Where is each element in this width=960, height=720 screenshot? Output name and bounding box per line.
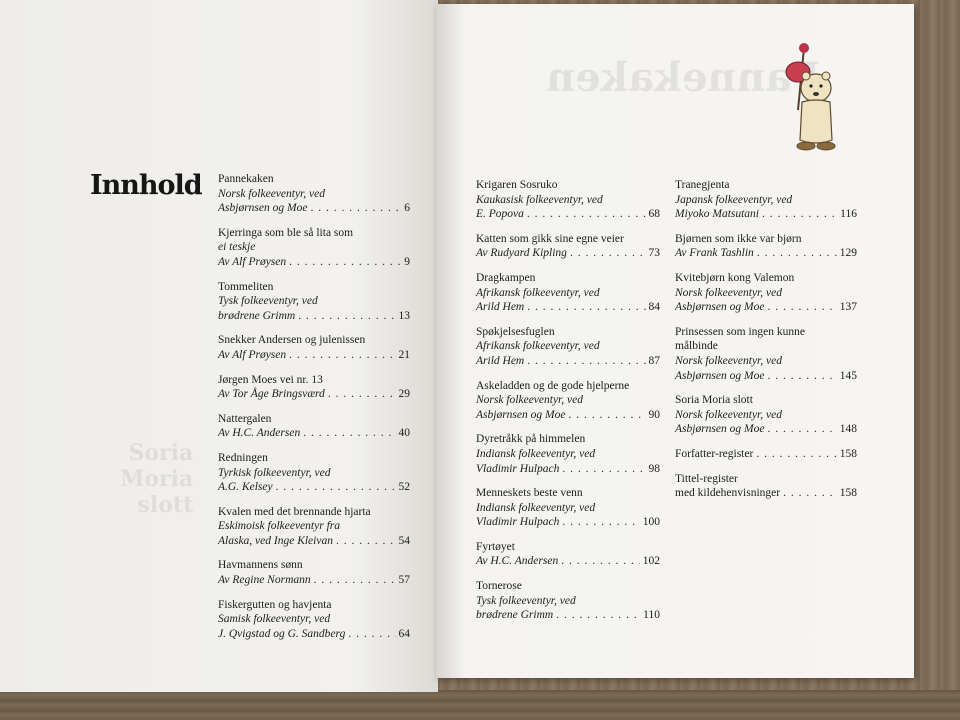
page-number: 102 xyxy=(642,555,660,568)
dot-leader xyxy=(767,300,836,315)
dot-leader xyxy=(289,348,395,363)
entry-author: Arild Hem xyxy=(476,301,525,314)
dot-leader xyxy=(561,554,640,569)
toc-entry xyxy=(675,178,857,222)
entry-title: Soria Moria slott xyxy=(675,394,753,407)
entry-author: Miyoko Matsutani xyxy=(675,208,759,221)
toc-entry xyxy=(476,579,660,623)
entry-title: Snekker Andersen og julenissen xyxy=(218,334,366,347)
entry-title: Menneskets beste venn xyxy=(476,487,583,500)
page-number: 52 xyxy=(398,481,410,494)
page-number: 145 xyxy=(839,369,857,382)
entry-author: Vladimir Hulpach xyxy=(476,516,560,529)
entry-author: Forfatter-register xyxy=(675,447,754,460)
toc-entry xyxy=(675,271,857,315)
dot-leader xyxy=(568,408,645,423)
entry-author: Av Regine Normann xyxy=(218,574,311,587)
toc-entry xyxy=(476,271,660,315)
page-number: 9 xyxy=(404,255,410,268)
entry-title: Bjørnen som ikke var bjørn xyxy=(675,232,802,245)
entry-author-line xyxy=(218,255,410,270)
page-number: 158 xyxy=(839,487,857,500)
entry-author: E. Popova xyxy=(476,208,524,221)
entry-author-line xyxy=(218,627,410,642)
dot-leader xyxy=(276,480,396,495)
entry-source: Tysk folkeeventyr, ved xyxy=(476,594,576,607)
page-number: 116 xyxy=(840,208,857,221)
entry-title: Kjerringa som ble så lita som xyxy=(218,226,354,239)
dot-leader xyxy=(767,422,836,437)
entry-title: Fiskergutten og havjenta xyxy=(218,598,332,611)
entry-author-line xyxy=(476,554,660,569)
entry-source: Tyrkisk folkeeventyr, ved xyxy=(218,466,331,479)
page-number: 13 xyxy=(398,309,410,322)
toc-entry xyxy=(675,232,857,261)
entry-title: Dyretråkk på himmelen xyxy=(476,433,586,446)
page-number: 87 xyxy=(648,354,660,367)
dot-leader xyxy=(336,534,396,549)
dot-leader xyxy=(527,354,645,369)
dot-leader xyxy=(756,447,836,462)
entry-title: Pannekaken xyxy=(218,173,274,185)
entry-author: Av H.C. Andersen xyxy=(218,427,301,440)
toc-entry xyxy=(476,379,660,423)
entry-author-line xyxy=(476,207,660,222)
toc-entry xyxy=(675,472,857,501)
entry-author-line xyxy=(675,207,857,222)
entry-author-line xyxy=(476,515,660,530)
toc-entry xyxy=(218,451,410,495)
entry-title: Katten som gikk sine egne veier xyxy=(476,232,624,245)
contents-heading: Innhold xyxy=(90,170,202,201)
page-number: 73 xyxy=(648,247,660,260)
entry-title: Spøkjelsesfuglen xyxy=(476,325,555,338)
entry-author: Av Alf Prøysen xyxy=(218,348,287,361)
entry-author-line xyxy=(476,246,660,261)
entry-title: Dragkampen xyxy=(476,271,536,284)
entry-source: Norsk folkeeventyr, ved xyxy=(675,286,782,299)
dot-leader xyxy=(562,462,645,477)
show-through-text-left xyxy=(120,440,193,518)
entry-source: Norsk folkeeventyr, ved xyxy=(218,187,325,200)
toc-entry xyxy=(476,432,660,476)
dot-leader xyxy=(298,309,395,324)
entry-author: Asbjørnsen og Moe xyxy=(675,301,765,314)
entry-title: Tittel-register xyxy=(675,472,738,485)
entry-author: Av Tor Åge Bringsværd xyxy=(218,388,325,401)
toc-entry xyxy=(675,447,857,462)
toc-entry xyxy=(476,540,660,569)
entry-source: Samisk folkeeventyr, ved xyxy=(218,613,331,626)
entry-author-line xyxy=(675,422,857,437)
entry-source: Indiansk folkeeventyr, ved xyxy=(476,447,596,460)
page-number: 158 xyxy=(839,447,857,460)
toc-entry xyxy=(675,325,857,383)
entry-author: Alaska, ved Inge Kleivan xyxy=(218,534,333,547)
entry-author-line xyxy=(675,447,857,462)
entry-author-line xyxy=(218,387,410,402)
page-number: 40 xyxy=(398,427,410,440)
entry-author-line xyxy=(476,608,660,623)
entry-author-line xyxy=(476,300,660,315)
show-through-title: Pannekaken xyxy=(546,54,821,101)
entry-source: Eskimoisk folkeeventyr fra xyxy=(218,520,340,533)
entry-author-line xyxy=(218,348,410,363)
toc-entry xyxy=(218,598,410,642)
entry-source: målbinde xyxy=(675,340,718,353)
entry-title: Kvalen med det brennande hjarta xyxy=(218,505,371,518)
entry-author-line xyxy=(218,426,410,441)
page-number: 68 xyxy=(648,208,660,221)
bear-illustration xyxy=(782,40,842,156)
ghost-line: Moria xyxy=(120,466,194,492)
toc-entry xyxy=(218,226,410,270)
dot-leader xyxy=(562,515,639,530)
entry-title: Fyrtøyet xyxy=(476,540,515,553)
entry-title: Tornerose xyxy=(476,580,522,593)
entry-author: Av H.C. Andersen xyxy=(476,555,559,568)
entry-title: Askeladden og de gode hjelperne xyxy=(476,379,630,392)
dot-leader xyxy=(783,486,837,501)
toc-entry xyxy=(218,373,410,402)
toc-entry xyxy=(218,558,410,587)
table-edge xyxy=(0,690,960,720)
entry-author-line xyxy=(218,201,410,216)
entry-title: Tommeliten xyxy=(218,280,274,293)
entry-source: Tysk folkeeventyr, ved xyxy=(218,295,318,308)
page-number: 57 xyxy=(398,574,410,587)
entry-author-line xyxy=(675,246,857,261)
entry-source: Kaukasisk folkeeventyr, ved xyxy=(476,193,603,206)
entry-source: Norsk folkeeventyr, ved xyxy=(476,394,583,407)
entry-author: Asbjørnsen og Moe xyxy=(675,369,765,382)
entry-title: Prinsessen som ingen kunne xyxy=(675,325,806,338)
entry-source: Norsk folkeeventyr, ved xyxy=(675,408,782,421)
toc-entry xyxy=(476,486,660,530)
toc-entry xyxy=(218,333,410,362)
page-number: 6 xyxy=(404,202,410,215)
page-number: 54 xyxy=(398,534,410,547)
dot-leader xyxy=(762,207,837,222)
dot-leader xyxy=(310,201,401,216)
entry-author-line xyxy=(476,408,660,423)
toc-entry xyxy=(476,232,660,261)
entry-author-line xyxy=(218,573,410,588)
entry-source: Afrikansk folkeeventyr, ved xyxy=(476,286,600,299)
entry-author: Arild Hem xyxy=(476,354,525,367)
entry-author: J. Qvigstad og G. Sandberg xyxy=(218,627,346,640)
toc-entry xyxy=(476,325,660,369)
page-number: 84 xyxy=(648,301,660,314)
entry-title: Havmannens sønn xyxy=(218,559,303,572)
entry-author: Asbjørnsen og Moe xyxy=(675,423,765,436)
entry-author: A.G. Kelsey xyxy=(218,481,273,494)
toc-column-3 xyxy=(675,178,857,511)
entry-source: Japansk folkeeventyr, ved xyxy=(675,193,793,206)
entry-author-line xyxy=(476,462,660,477)
toc-entry xyxy=(218,505,410,549)
toc-entry xyxy=(218,412,410,441)
dot-leader xyxy=(556,608,640,623)
dot-leader xyxy=(328,387,396,402)
toc-entry xyxy=(218,280,410,324)
dot-leader xyxy=(314,573,396,588)
ghost-line: slott xyxy=(137,492,194,518)
page-number: 64 xyxy=(398,627,410,640)
toc-entry xyxy=(218,172,410,216)
entry-author: brødrene Grimm xyxy=(476,609,554,622)
entry-author: Vladimir Hulpach xyxy=(476,462,560,475)
entry-author: Av Alf Prøysen xyxy=(218,255,287,268)
dot-leader xyxy=(348,627,395,642)
dot-leader xyxy=(570,246,646,261)
entry-title: Redningen xyxy=(218,451,268,464)
page-number: 29 xyxy=(398,388,410,401)
ghost-line: Soria xyxy=(128,440,194,466)
entry-title: Krigaren Sosruko xyxy=(476,179,558,191)
dot-leader xyxy=(289,255,401,270)
page-number: 90 xyxy=(648,408,660,421)
entry-author: brødrene Grimm xyxy=(218,309,296,322)
entry-author-line xyxy=(675,300,857,315)
dot-leader xyxy=(527,300,645,315)
page-number: 148 xyxy=(839,423,857,436)
toc-entry xyxy=(675,393,857,437)
entry-author: Asbjørnsen og Moe xyxy=(476,408,566,421)
entry-source: Afrikansk folkeeventyr, ved xyxy=(476,340,600,353)
toc-column-2 xyxy=(476,178,660,633)
entry-author-line xyxy=(218,309,410,324)
entry-author: med kildehenvisninger xyxy=(675,487,781,500)
entry-author-line xyxy=(675,486,857,501)
entry-author-line xyxy=(218,534,410,549)
entry-author: Av Frank Tashlin xyxy=(675,247,754,260)
entry-author-line xyxy=(218,480,410,495)
entry-title: Jørgen Moes vei nr. 13 xyxy=(218,373,323,386)
entry-author-line xyxy=(675,369,857,384)
page-number: 100 xyxy=(642,516,660,529)
dot-leader xyxy=(303,426,395,441)
toc-column-1 xyxy=(218,172,410,651)
entry-title: Nattergalen xyxy=(218,412,272,425)
entry-title: Tranegjenta xyxy=(675,179,730,191)
toc-entry xyxy=(476,178,660,222)
page-number: 21 xyxy=(398,348,410,361)
page-number: 110 xyxy=(643,609,660,622)
entry-source: Indiansk folkeeventyr, ved xyxy=(476,501,596,514)
page-number: 129 xyxy=(839,247,857,260)
page-number: 137 xyxy=(839,301,857,314)
dot-leader xyxy=(767,369,836,384)
page-number: 98 xyxy=(648,462,660,475)
entry-title: Kvitebjørn kong Valemon xyxy=(675,271,795,284)
entry-author-line xyxy=(476,354,660,369)
dot-leader xyxy=(527,207,646,222)
entry-source: Norsk folkeeventyr, ved xyxy=(675,354,782,367)
entry-author: Asbjørnsen og Moe xyxy=(218,202,308,215)
dot-leader xyxy=(757,246,837,261)
entry-source: ei teskje xyxy=(218,241,256,254)
entry-author: Av Rudyard Kipling xyxy=(476,247,567,260)
